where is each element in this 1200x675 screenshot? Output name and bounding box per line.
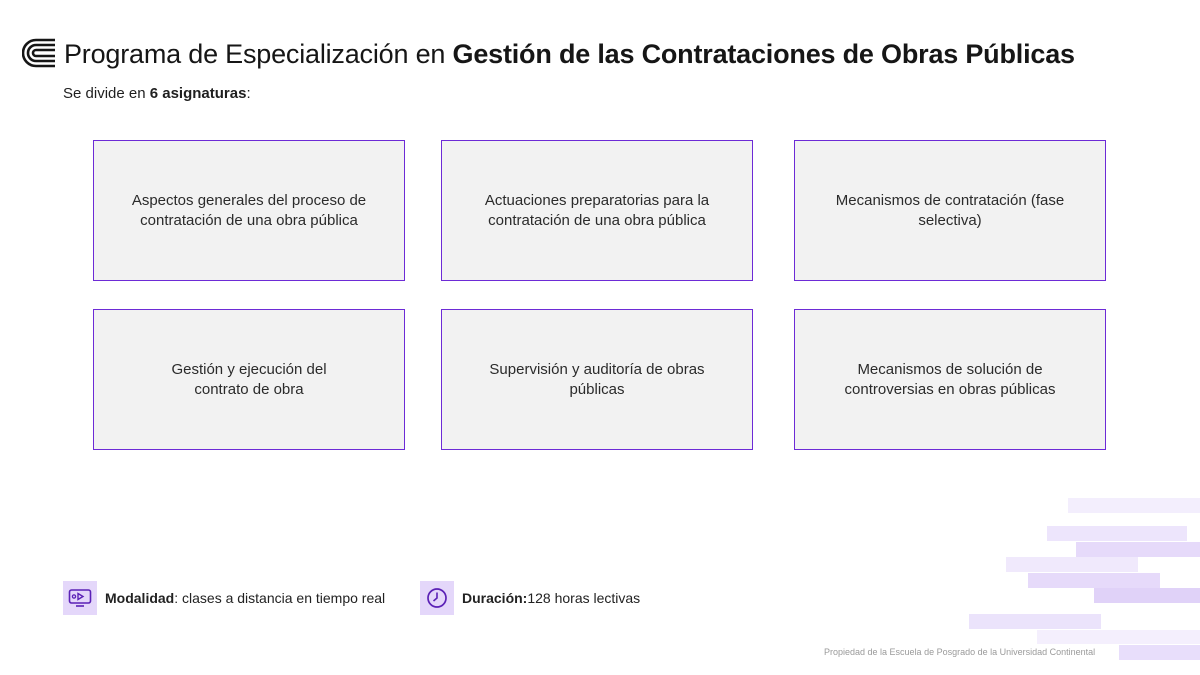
footer-copyright: Propiedad de la Escuela de Posgrado de la Universidad Continental	[824, 647, 1096, 657]
subject-card	[93, 140, 405, 281]
duration-value: 128 horas lectivas	[527, 590, 641, 606]
logo-icon	[22, 38, 58, 70]
modality-value: : clases a distancia en tiempo real	[174, 590, 386, 606]
subject-label: Mecanismos de solución de controversias en obras públicas	[844, 360, 1056, 398]
modality-label: Modalidad	[105, 590, 175, 606]
subject-card	[93, 309, 405, 450]
video-class-icon	[63, 581, 97, 615]
subject-card	[441, 140, 753, 281]
subject-label: Aspectos generales del proceso de contratación de una obra pública	[131, 191, 367, 229]
clock-icon	[420, 581, 454, 615]
subject-card	[441, 309, 753, 450]
subject-label: Gestión y ejecución del contrato de obra	[171, 360, 327, 398]
subject-label: Actuaciones preparatorias para la contratación de una obra pública	[484, 191, 710, 229]
subject-card	[794, 309, 1106, 450]
slide-header	[22, 38, 1075, 70]
duration-label: Duración:	[462, 590, 528, 606]
subject-label: Supervisión y auditoría de obras públicas	[489, 360, 705, 398]
duration-info	[420, 581, 640, 615]
page-title: Programa de Especialización en Gestión de las Contrataciones de Obras Públicas	[64, 38, 1075, 69]
subject-card	[794, 140, 1106, 281]
modality-info	[63, 581, 385, 615]
subtitle: Se divide en 6 asignaturas:	[63, 85, 251, 102]
subject-label: Mecanismos de contratación (fase selectiva)	[835, 191, 1065, 229]
